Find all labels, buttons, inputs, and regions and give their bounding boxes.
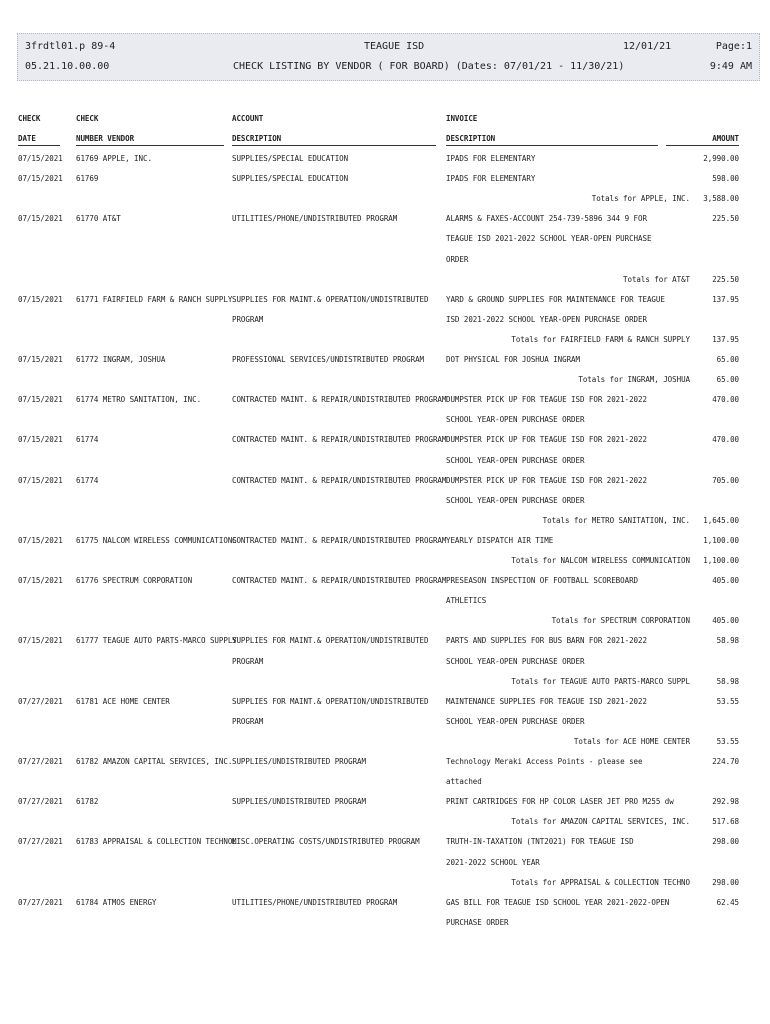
invoice-description: IPADS FOR ELEMENTARY: [446, 154, 536, 163]
vendor-total-label: Totals for APPRAISAL & COLLECTION TECHNO: [511, 877, 690, 887]
amount: 137.95: [712, 334, 739, 344]
program-code: 3frdtl01.p 89-4: [25, 41, 116, 52]
check-date: 07/15/2021: [18, 294, 63, 304]
header-rule: [232, 145, 436, 146]
vendor-total-label: Totals for METRO SANITATION, INC.: [542, 515, 690, 525]
vendor-total-label: Totals for AMAZON CAPITAL SERVICES, INC.: [511, 817, 690, 827]
check-number-vendor: 61772 INGRAM, JOSHUA: [76, 355, 166, 364]
account-description: CONTRACTED MAINT. & REPAIR/UNDISTRIBUTED PROGRAM: [232, 535, 447, 545]
amount: 58.98: [716, 636, 739, 646]
account-description: PROGRAM: [232, 656, 264, 666]
invoice-description: ISD 2021-2022 SCHOOL YEAR-OPEN PURCHASE ORDER: [446, 314, 647, 324]
col-amount: AMOUNT: [712, 134, 739, 143]
invoice-description: SCHOOL YEAR-OPEN PURCHASE ORDER: [446, 455, 585, 465]
amount: 470.00: [712, 435, 739, 445]
check-date: 07/15/2021: [18, 355, 63, 364]
account-description: PROGRAM: [232, 314, 264, 324]
account-description: CONTRACTED MAINT. & REPAIR/UNDISTRIBUTED PROGRAM: [232, 475, 447, 485]
amount: 62.45: [716, 897, 739, 907]
amount: 470.00: [712, 395, 739, 405]
invoice-description: YEARLY DISPATCH AIR TIME: [446, 535, 554, 545]
amount: 2,990.00: [703, 154, 739, 163]
check-date: 07/15/2021: [18, 435, 63, 445]
account-description: CONTRACTED MAINT. & REPAIR/UNDISTRIBUTED PROGRAM: [232, 395, 447, 405]
invoice-description: ATHLETICS: [446, 596, 487, 606]
check-number-vendor: 61775 NALCOM WIRELESS COMMUNICATIONS: [76, 535, 237, 545]
account-description: CONTRACTED MAINT. & REPAIR/UNDISTRIBUTED PROGRAM: [232, 435, 447, 445]
invoice-description: 2021-2022 SCHOOL YEAR: [446, 857, 540, 867]
vendor-total-label: Totals for FAIRFIELD FARM & RANCH SUPPLY: [511, 334, 690, 344]
check-number-vendor: 61769 APPLE, INC.: [76, 154, 152, 163]
invoice-description: TEAGUE ISD 2021-2022 SCHOOL YEAR-OPEN PURCHASE: [446, 234, 652, 244]
check-number-vendor: 61783 APPRAISAL & COLLECTION TECHNOL: [76, 837, 237, 847]
amount: 1,100.00: [703, 535, 739, 545]
col-account-top: ACCOUNT: [232, 114, 264, 123]
invoice-description: SCHOOL YEAR-OPEN PURCHASE ORDER: [446, 495, 585, 505]
check-number-vendor: 61774: [76, 435, 99, 445]
check-number-vendor: 61781 ACE HOME CENTER: [76, 696, 170, 706]
col-account-description: DESCRIPTION: [232, 134, 282, 143]
col-invoice-description: DESCRIPTION: [446, 134, 496, 143]
account-description: MISC.OPERATING COSTS/UNDISTRIBUTED PROGRAM: [232, 837, 420, 847]
page-number: Page:1: [715, 41, 752, 52]
amount: 137.95: [712, 294, 739, 304]
invoice-description: attached: [446, 777, 482, 787]
check-date: 07/15/2021: [18, 174, 63, 184]
amount: 405.00: [712, 616, 739, 626]
invoice-description: SCHOOL YEAR-OPEN PURCHASE ORDER: [446, 415, 585, 425]
amount: 53.55: [716, 696, 739, 706]
vendor-total-label: Totals for TEAGUE AUTO PARTS-MARCO SUPPL: [511, 676, 690, 686]
amount: 1,100.00: [703, 556, 739, 565]
amount: 65.00: [716, 375, 739, 385]
invoice-description: MAINTENANCE SUPPLIES FOR TEAGUE ISD 2021-2022: [446, 696, 647, 706]
invoice-description: PRESEASON INSPECTION OF FOOTBALL SCOREBOARD: [446, 576, 639, 586]
amount: 224.70: [712, 757, 739, 766]
check-date: 07/27/2021: [18, 797, 63, 807]
amount: 405.00: [712, 576, 739, 586]
check-number-vendor: 61776 SPECTRUM CORPORATION: [76, 576, 193, 586]
amount: 292.98: [712, 797, 739, 807]
invoice-description: PARTS AND SUPPLIES FOR BUS BARN FOR 2021-2022: [446, 636, 647, 646]
account-description: UTILITIES/PHONE/UNDISTRIBUTED PROGRAM: [232, 897, 398, 907]
check-number-vendor: 61782: [76, 797, 99, 807]
invoice-description: ORDER: [446, 254, 469, 264]
amount: 225.50: [712, 274, 739, 284]
invoice-description: PURCHASE ORDER: [446, 917, 509, 927]
check-date: 07/15/2021: [18, 154, 63, 163]
col-number-vendor: NUMBER VENDOR: [76, 134, 135, 143]
vendor-total-label: Totals for APPLE, INC.: [591, 194, 690, 204]
account-description: PROGRAM: [232, 716, 264, 726]
amount: 598.00: [712, 174, 739, 184]
invoice-description: SCHOOL YEAR-OPEN PURCHASE ORDER: [446, 716, 585, 726]
invoice-description: ALARMS & FAXES-ACCOUNT 254-739-5896 344 9 FOR: [446, 214, 647, 224]
invoice-description: PRINT CARTRIDGES FOR HP COLOR LASER JET PRO M255 dw: [446, 797, 674, 807]
check-date: 07/27/2021: [18, 897, 63, 907]
report-header: [17, 33, 760, 81]
account-description: SUPPLIES FOR MAINT.& OPERATION/UNDISTRIBUTED: [232, 636, 429, 646]
amount: 298.00: [712, 837, 739, 847]
amount: 225.50: [712, 214, 739, 224]
account-description: SUPPLIES/SPECIAL EDUCATION: [232, 174, 349, 184]
amount: 517.68: [712, 817, 739, 827]
invoice-description: DUMPSTER PICK UP FOR TEAGUE ISD FOR 2021-2022: [446, 435, 647, 445]
check-date: 07/15/2021: [18, 395, 63, 405]
version-number: 05.21.10.00.00: [25, 61, 110, 72]
invoice-description: IPADS FOR ELEMENTARY: [446, 174, 536, 184]
check-number-vendor: 61777 TEAGUE AUTO PARTS-MARCO SUPPLY: [76, 636, 237, 646]
check-date: 07/15/2021: [18, 214, 63, 224]
col-invoice-top: INVOICE: [446, 114, 478, 123]
account-description: SUPPLIES/UNDISTRIBUTED PROGRAM: [232, 757, 366, 766]
vendor-total-label: Totals for ACE HOME CENTER: [573, 736, 690, 746]
account-description: SUPPLIES/SPECIAL EDUCATION: [232, 154, 349, 163]
account-description: SUPPLIES FOR MAINT.& OPERATION/UNDISTRIBUTED: [232, 696, 429, 706]
check-number-vendor: 61770 AT&T: [76, 214, 121, 224]
header-rule: [666, 145, 739, 146]
col-check-top-2: CHECK: [76, 114, 99, 123]
check-number-vendor: 61774 METRO SANITATION, INC.: [76, 395, 202, 405]
district-name: TEAGUE ISD: [364, 41, 425, 52]
amount: 65.00: [716, 355, 739, 364]
check-number-vendor: 61774: [76, 475, 99, 485]
invoice-description: DUMPSTER PICK UP FOR TEAGUE ISD FOR 2021-2022: [446, 475, 647, 485]
check-date: 07/15/2021: [18, 535, 63, 545]
amount: 53.55: [716, 736, 739, 746]
col-date: DATE: [18, 134, 36, 143]
check-number-vendor: 61769: [76, 174, 99, 184]
amount: 58.98: [716, 676, 739, 686]
invoice-description: TRUTH-IN-TAXATION (TNT2021) FOR TEAGUE ISD: [446, 837, 634, 847]
check-date: 07/15/2021: [18, 576, 63, 586]
check-date: 07/15/2021: [18, 636, 63, 646]
col-check-top: CHECK: [18, 114, 41, 123]
run-time: 9:49 AM: [709, 61, 752, 72]
account-description: CONTRACTED MAINT. & REPAIR/UNDISTRIBUTED PROGRAM: [232, 576, 447, 586]
check-date: 07/27/2021: [18, 837, 63, 847]
check-number-vendor: 61784 ATMOS ENERGY: [76, 897, 157, 907]
amount: 298.00: [712, 877, 739, 887]
vendor-total-label: Totals for AT&T: [623, 274, 690, 284]
check-date: 07/15/2021: [18, 475, 63, 485]
report-title: CHECK LISTING BY VENDOR ( FOR BOARD) (Dates: 07/01/21 - 11/30/21): [233, 61, 625, 72]
check-number-vendor: 61782 AMAZON CAPITAL SERVICES, INC.: [76, 757, 233, 766]
account-description: SUPPLIES FOR MAINT.& OPERATION/UNDISTRIBUTED: [232, 294, 429, 304]
amount: 705.00: [712, 475, 739, 485]
account-description: UTILITIES/PHONE/UNDISTRIBUTED PROGRAM: [232, 214, 398, 224]
run-date: 12/01/21: [623, 41, 672, 52]
amount: 3,588.00: [703, 194, 739, 204]
invoice-description: SCHOOL YEAR-OPEN PURCHASE ORDER: [446, 656, 585, 666]
header-rule: [446, 145, 658, 146]
check-number-vendor: 61771 FAIRFIELD FARM & RANCH SUPPLY: [76, 294, 233, 304]
vendor-total-label: Totals for NALCOM WIRELESS COMMUNICATION: [511, 556, 690, 565]
vendor-total-label: Totals for SPECTRUM CORPORATION: [551, 616, 690, 626]
invoice-description: GAS BILL FOR TEAGUE ISD SCHOOL YEAR 2021-2022-OPEN: [446, 897, 670, 907]
account-description: PROFESSIONAL SERVICES/UNDISTRIBUTED PROGRAM: [232, 355, 425, 364]
invoice-description: YARD & GROUND SUPPLIES FOR MAINTENANCE FOR TEAGUE: [446, 294, 665, 304]
amount: 1,645.00: [703, 515, 739, 525]
header-rule: [18, 145, 60, 146]
invoice-description: DOT PHYSICAL FOR JOSHUA INGRAM: [446, 355, 580, 364]
account-description: SUPPLIES/UNDISTRIBUTED PROGRAM: [232, 797, 366, 807]
check-date: 07/27/2021: [18, 757, 63, 766]
header-rule: [76, 145, 224, 146]
invoice-description: Technology Meraki Access Points - please see: [446, 757, 643, 766]
invoice-description: DUMPSTER PICK UP FOR TEAGUE ISD FOR 2021-2022: [446, 395, 647, 405]
check-date: 07/27/2021: [18, 696, 63, 706]
vendor-total-label: Totals for INGRAM, JOSHUA: [578, 375, 690, 385]
